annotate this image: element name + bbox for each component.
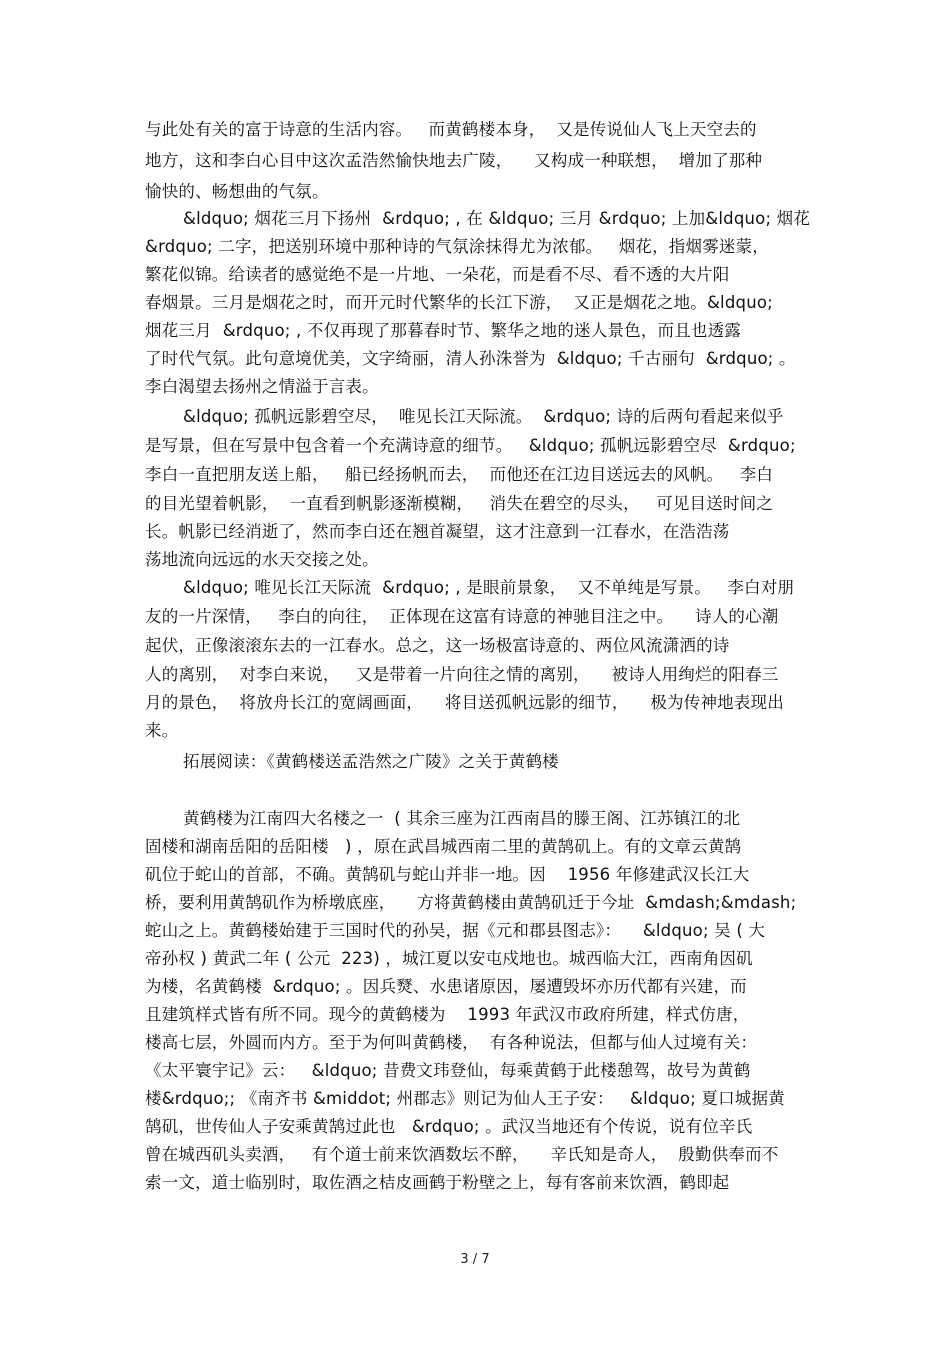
text-line: 李白渴望去扬州之情溢于言表。 xyxy=(145,377,379,396)
text-line: 友的一片深情， 李白的向往， 正体现在这富有诗意的神驰目注之中。 诗人的心潮 xyxy=(145,607,779,626)
text-line: 矶位于蛇山的首部，不确。黄鹄矶与蛇山并非一地。因 1956 年修建武汉长江大 xyxy=(145,865,750,884)
text-line: 长。帆影已经消逝了，然而李白还在翘首凝望，这才注意到一江春水，在浩浩荡 xyxy=(145,522,730,541)
section-heading: 拓展阅读：《黄鹤楼送孟浩然之广陵》之关于黄鹤楼 xyxy=(183,752,559,771)
text-line: 与此处有关的富于诗意的生活内容。 而黄鹤楼本身， 又是传说仙人飞上天空去的 xyxy=(145,120,757,139)
text-line: &rdquo; 二字，把送别环境中那种诗的气氛涂抹得尤为浓郁。 烟花，指烟雾迷蒙， xyxy=(145,237,769,256)
text-line: 黄鹤楼为江南四大名楼之一 ( 其余三座为江西南昌的滕王阁、江苏镇江的北 xyxy=(183,809,741,828)
text-line: 了时代气氛。此句意境优美，文字绮丽，清人孙洙誉为 &ldquo; 千古丽句 &rdquo; 。 xyxy=(145,349,796,368)
text-line: 桥，要利用黄鹄矶作为桥墩底座， 方将黄鹤楼由黄鹄矶迁于今址 &mdash;&mdash; xyxy=(145,893,797,912)
text-line: 的目光望着帆影， 一直看到帆影逐渐模糊， 消失在碧空的尽头， 可见目送时间之 xyxy=(145,494,774,513)
text-line: 春烟景。三月是烟花之时，而开元时代繁华的长江下游， 又正是烟花之地。&ldquo; xyxy=(145,293,773,312)
text-line: 烟花三月 &rdquo; , 不仅再现了那暮春时节、繁华之地的迷人景色，而且也透露 xyxy=(145,321,742,340)
text-line: 为楼，名黄鹤楼 &rdquo; 。因兵燹、水患诸原因，屡遭毁坏亦历代都有兴建，而 xyxy=(145,977,747,996)
text-line: &ldquo; 孤帆远影碧空尽， 唯见长江天际流。 &rdquo; 诗的后两句看起来似乎 xyxy=(183,407,784,426)
text-line: &ldquo; 烟花三月下扬州 &rdquo; , 在 &ldquo; 三月 &rdquo; 上加&ldquo; 烟花 xyxy=(183,209,811,228)
text-line: 起伏，正像滚滚东去的一江春水。总之，这一场极富诗意的、两位风流潇洒的诗 xyxy=(145,636,730,655)
text-line: 索一文，道士临别时，取佐酒之桔皮画鹤于粉壁之上，每有客前来饮酒，鹤即起 xyxy=(145,1173,730,1192)
text-line: 愉快的、畅想曲的气氛。 xyxy=(145,182,329,201)
text-line: 荡地流向远远的水天交接之处。 xyxy=(145,550,379,569)
text-line: 曾在城西矶头卖酒， 有个道士前来饮酒数坛不醉， 辛氏知是奇人， 殷勤供奉而不 xyxy=(145,1145,779,1164)
text-line: 蛇山之上。黄鹤楼始建于三国时代的孙吴，据《元和郡县图志》： &ldquo; 吴 ( 大 xyxy=(145,921,766,940)
page-number: 3 / 7 xyxy=(460,1252,490,1267)
text-line: &ldquo; 唯见长江天际流 &rdquo; , 是眼前景象， 又不单纯是写景。 李白对朋 xyxy=(183,578,795,597)
text-line: 帝孙权 ) 黄武二年 ( 公元 223) ，城江夏以安屯戍地也。城西临大江，西南角因矶 xyxy=(145,949,753,968)
text-line: 固楼和湖南岳阳的岳阳楼 ) ，原在武昌城西南二里的黄鹄矶上。有的文章云黄鹄 xyxy=(145,837,742,856)
text-line: 地方，这和李白心目中这次孟浩然愉快地去广陵， 又构成一种联想， 增加了那种 xyxy=(145,151,763,170)
text-line: 鹄矶，世传仙人子安乘黄鹄过此也 &rdquo; 。武汉当地还有个传说，说有位辛氏 xyxy=(145,1117,753,1136)
text-line: 《太平寰宇记》云： &ldquo; 昔费文玮登仙，每乘黄鹤于此楼憩驾，故号为黄鹤 xyxy=(145,1061,751,1080)
text-line: 繁花似锦。给读者的感觉绝不是一片地、一朵花，而是看不尽、看不透的大片阳 xyxy=(145,265,730,284)
text-line: 李白一直把朋友送上船， 船已经扬帆而去， 而他还在江边目送远去的风帆。 李白 xyxy=(145,465,774,484)
text-line: 且建筑样式皆有所不同。现今的黄鹤楼为 1993 年武汉市政府所建，样式仿唐， xyxy=(145,1005,750,1024)
text-line: 是写景，但在写景中包含着一个充满诗意的细节。 &ldquo; 孤帆远影碧空尽 &rdquo; xyxy=(145,436,796,455)
text-line: 月的景色， 将放舟长江的宽阔画面， 将目送孤帆远影的细节， 极为传神地表现出 xyxy=(145,693,784,712)
text-line: 楼高七层，外圆而内方。至于为何叫黄鹤楼， 有各种说法，但都与仙人过境有关： xyxy=(145,1033,758,1052)
text-line: 楼&rdquo;; 《南齐书 &middot; 州郡志》则记为仙人王子安： &ldquo; 夏口城据黄 xyxy=(145,1089,785,1108)
text-line: 来。 xyxy=(145,721,179,740)
text-line: 人的离别， 对李白来说， 又是带着一片向往之情的离别， 被诗人用绚烂的阳春三 xyxy=(145,665,779,684)
